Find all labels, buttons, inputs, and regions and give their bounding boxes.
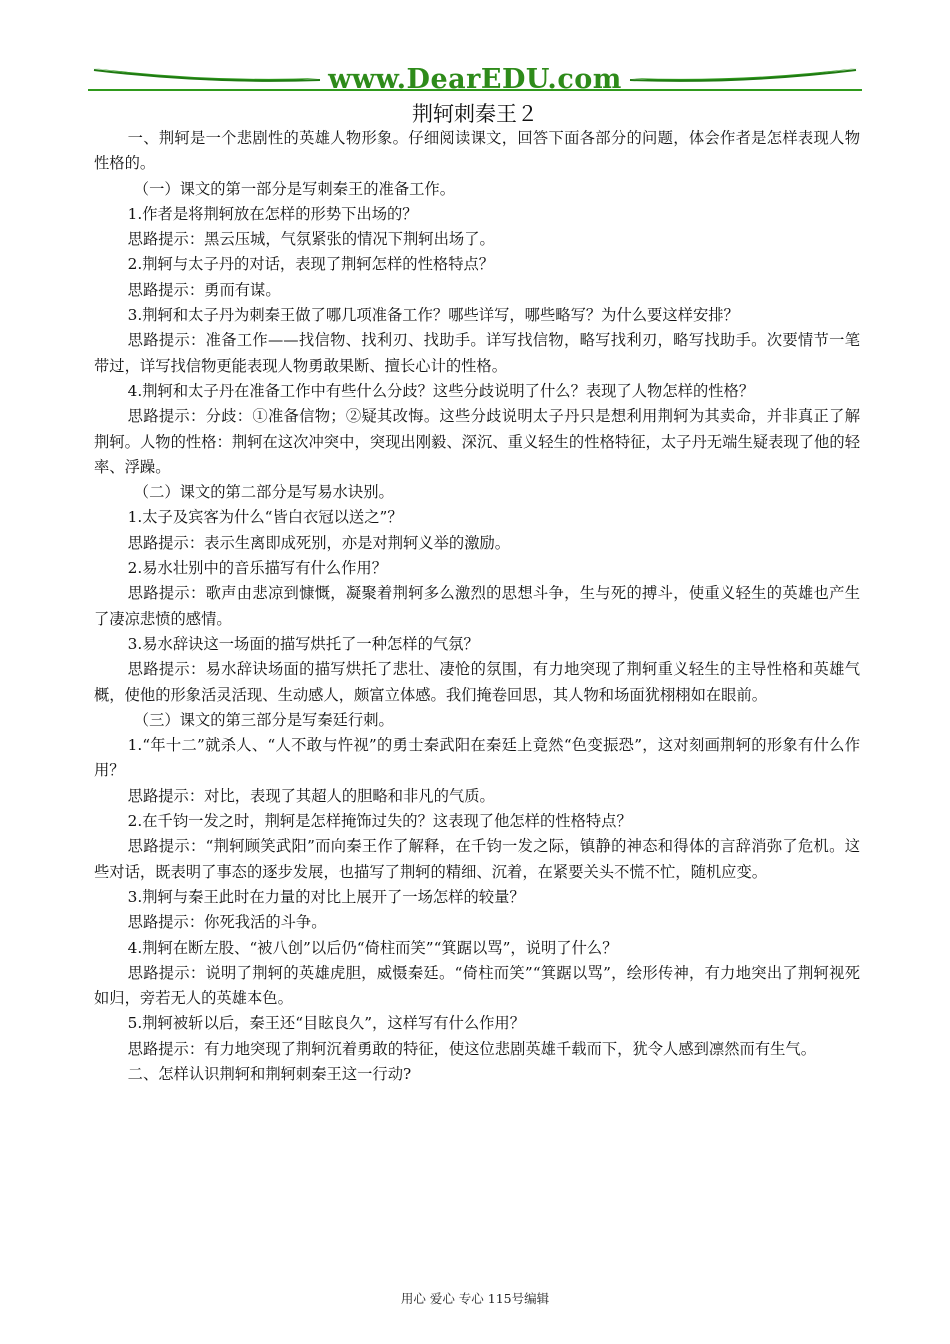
section-heading: （一）课文的第一部分是写刺秦王的准备工作。 bbox=[133, 179, 456, 198]
answer-hint: 思路提示：你死我活的斗争。 bbox=[127, 913, 327, 932]
page-footer: 用心 爱心 专心 115号编辑 bbox=[400, 1291, 550, 1306]
question: 1.“年十二”就杀人、“人不敢与忤视”的勇士秦武阳在秦廷上竟然“色变振恐”，这对刻画荆轲的形象有什么作用？ bbox=[94, 736, 860, 780]
paragraph: 一、荆轲是一个悲剧性的英雄人物形象。仔细阅读课文，回答下面各部分的问题，体会作者是怎样表现人物性格的。 bbox=[94, 129, 860, 173]
question: 2.荆轲与太子丹的对话，表现了荆轲怎样的性格特点？ bbox=[127, 255, 495, 274]
answer-hint: 思路提示：易水辞诀场面的描写烘托了悲壮、凄怆的氛围，有力地突现了荆轲重义轻生的主导性格和英雄气概，使他的形象活灵活现、生动感人，颇富立体感。我们掩卷回思，其人物和场面犹栩栩如在眼前。 bbox=[94, 660, 860, 704]
answer-hint: 思路提示：勇而有谋。 bbox=[127, 280, 281, 299]
answer-hint: 思路提示：表示生离即成死别，亦是对荆轲义举的激励。 bbox=[127, 533, 511, 552]
answer-hint: 思路提示：对比，表现了其超人的胆略和非凡的气质。 bbox=[127, 786, 495, 805]
site-logo-text: www.DearEDU.com bbox=[328, 64, 622, 95]
document-body bbox=[94, 126, 860, 1087]
question: 2.易水壮别中的音乐描写有什么作用？ bbox=[127, 559, 388, 578]
paragraph: 二、怎样认识荆轲和荆轲刺秦王这一行动? bbox=[127, 1064, 412, 1083]
section-heading: （三）课文的第三部分是写秦廷行刺。 bbox=[133, 710, 394, 729]
question: 3.荆轲和太子丹为刺秦王做了哪几项准备工作？哪些详写，哪些略写？为什么要这样安排？ bbox=[127, 306, 739, 325]
question: 5.荆轲被斩以后，秦王还“目眩良久”，这样写有什么作用？ bbox=[127, 1014, 526, 1033]
question: 3.易水辞诀这一场面的描写烘托了一种怎样的气氛？ bbox=[127, 634, 479, 653]
answer-hint: 思路提示：黑云压城，气氛紧张的情况下荆轲出场了。 bbox=[127, 230, 495, 249]
document-title: 荆轲刺秦王２ bbox=[412, 102, 538, 126]
answer-hint: 思路提示：“荆轲顾笑武阳”而向秦王作了解释，在千钧一发之际，镇静的神态和得体的言辞消弥了危机。这些对话，既表明了事态的逐步发展，也描写了荆轲的精细、沉着，在紧要关头不慌不忙，随机应变。 bbox=[94, 837, 860, 881]
question: 3.荆轲与秦王此时在力量的对比上展开了一场怎样的较量？ bbox=[127, 887, 525, 906]
site-banner bbox=[88, 58, 862, 98]
question: 1.作者是将荆轲放在怎样的形势下出场的？ bbox=[127, 204, 418, 223]
answer-hint: 思路提示：有力地突现了荆轲沉着勇敢的特征，使这位悲剧英雄千载而下，犹令人感到凛然而有生气。 bbox=[127, 1039, 817, 1058]
question: 1.太子及宾客为什么“皆白衣冠以送之”？ bbox=[127, 508, 403, 527]
answer-hint: 思路提示：歌声由悲凉到慷慨，凝聚着荆轲多么激烈的思想斗争，生与死的搏斗，使重义轻生的英雄也产生了凄凉悲愤的感情。 bbox=[94, 584, 860, 628]
section-heading: （二）课文的第二部分是写易水诀别。 bbox=[133, 483, 394, 502]
answer-hint: 思路提示：说明了荆轲的英雄虎胆，威慑秦廷。“倚柱而笑”“箕踞以骂”，绘形传神，有力地突出了荆轲视死如归，旁若无人的英雄本色。 bbox=[94, 963, 860, 1008]
question: 2.在千钧一发之时，荆轲是怎样掩饰过失的？这表现了他怎样的性格特点？ bbox=[127, 812, 632, 831]
question: 4.荆轲在断左股、“被八创”以后仍“倚柱而笑”“箕踞以骂”，说明了什么？ bbox=[127, 938, 618, 957]
answer-hint: 思路提示：分歧：①准备信物；②疑其改悔。这些分歧说明太子丹只是想利用荆轲为其卖命，并非真正了解荆轲。人物的性格：荆轲在这次冲突中，突现出刚毅、深沉、重义轻生的性格特征，太子丹无端生疑表现了他的轻率、浮躁。 bbox=[94, 407, 860, 476]
question: 4.荆轲和太子丹在准备工作中有些什么分歧？这些分歧说明了什么？表现了人物怎样的性格？ bbox=[127, 381, 755, 400]
answer-hint: 思路提示：准备工作——找信物、找利刃、找助手。详写找信物，略写找利刃，略写找助手。次要情节一笔带过，详写找信物更能表现人物勇敢果断、擅长心计的性格。 bbox=[94, 331, 860, 375]
